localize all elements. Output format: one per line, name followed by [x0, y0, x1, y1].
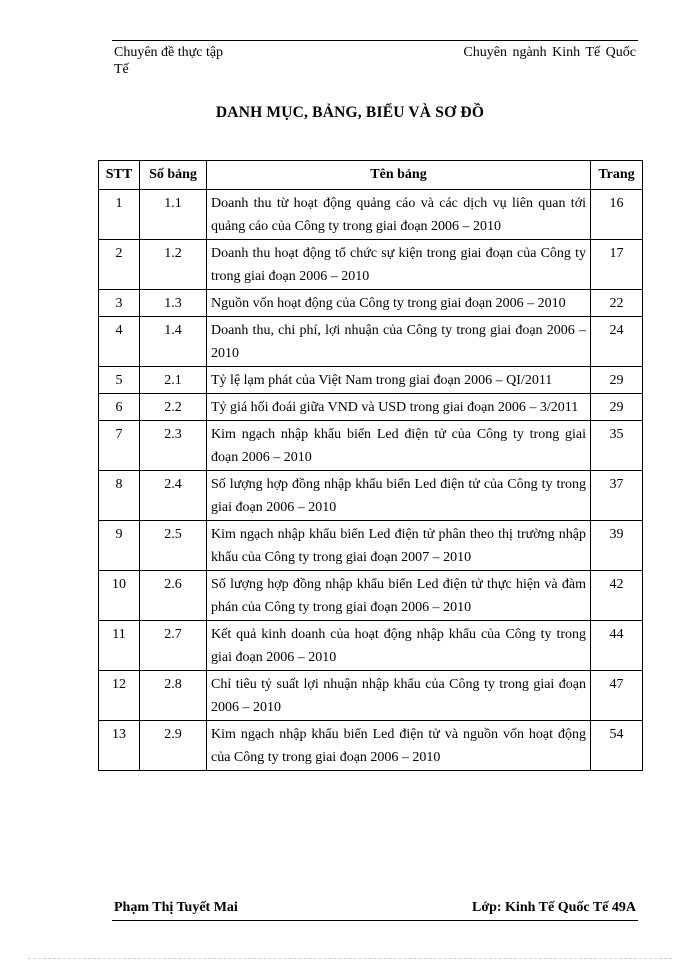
cell-stt: 8 — [99, 471, 140, 521]
cell-ten-bang: Kim ngạch nhập khẩu biển Led điện tử phân theo thị trường nhập khẩu của Công ty trong giai đoạn 2007 – 2010 — [207, 521, 591, 571]
table-row — [99, 571, 643, 621]
page-title: DANH MỤC, BẢNG, BIỂU VÀ SƠ ĐỒ — [215, 104, 485, 121]
table-row — [99, 240, 643, 290]
cell-stt: 12 — [99, 671, 140, 721]
table-list — [98, 160, 643, 771]
cell-trang: 24 — [591, 317, 643, 367]
cell-ten-bang: Tỷ giá hối đoái giữa VND và USD trong giai đoạn 2006 – 3/2011 — [207, 394, 591, 421]
cell-ten-bang: Kết quả kinh doanh của hoạt động nhập khẩu của Công ty trong giai đoạn 2006 – 2010 — [207, 621, 591, 671]
cell-so-bang: 2.8 — [140, 671, 207, 721]
table-header-row — [99, 161, 643, 190]
page-break-line — [28, 958, 672, 959]
cell-trang: 39 — [591, 521, 643, 571]
header-right: Chuyên ngành Kinh Tế Quốc — [463, 45, 636, 60]
table-row — [99, 621, 643, 671]
table-row — [99, 721, 643, 771]
cell-ten-bang: Chỉ tiêu tỷ suất lợi nhuận nhập khẩu của Công ty trong giai đoạn 2006 – 2010 — [207, 671, 591, 721]
table-row — [99, 394, 643, 421]
cell-ten-bang: Nguồn vốn hoạt động của Công ty trong giai đoạn 2006 – 2010 — [207, 290, 591, 317]
cell-stt: 7 — [99, 421, 140, 471]
cell-so-bang: 2.4 — [140, 471, 207, 521]
cell-so-bang: 2.5 — [140, 521, 207, 571]
cell-ten-bang: Số lượng hợp đồng nhập khẩu biển Led điện tử của Công ty trong giai đoạn 2006 – 2010 — [207, 471, 591, 521]
cell-stt: 1 — [99, 190, 140, 240]
cell-stt: 2 — [99, 240, 140, 290]
header-rule — [112, 40, 638, 41]
header-left — [114, 44, 223, 78]
cell-ten-bang: Doanh thu từ hoạt động quảng cáo và các dịch vụ liên quan tới quảng cáo của Công ty trong giai đoạn 2006 – 2010 — [207, 190, 591, 240]
cell-so-bang: 1.4 — [140, 317, 207, 367]
header-left-line1: Chuyên đề thực tập — [114, 45, 224, 60]
cell-ten-bang: Kim ngạch nhập khẩu biển Led điện tử của Công ty trong giai đoạn 2006 – 2010 — [207, 421, 591, 471]
cell-trang: 37 — [591, 471, 643, 521]
cell-stt: 5 — [99, 367, 140, 394]
cell-so-bang: 2.3 — [140, 421, 207, 471]
cell-stt: 6 — [99, 394, 140, 421]
header-ten-bang: Tên bảng — [207, 161, 591, 190]
cell-trang: 47 — [591, 671, 643, 721]
cell-stt: 9 — [99, 521, 140, 571]
cell-stt: 3 — [99, 290, 140, 317]
cell-ten-bang: Tỷ lệ lạm phát của Việt Nam trong giai đoạn 2006 – QI/2011 — [207, 367, 591, 394]
cell-trang: 35 — [591, 421, 643, 471]
cell-stt: 4 — [99, 317, 140, 367]
cell-ten-bang: Số lượng hợp đồng nhập khẩu biển Led điện tử thực hiện và đàm phán của Công ty trong giai đoạn 2006 – 2010 — [207, 571, 591, 621]
header-so-bang: Số bảng — [140, 161, 207, 190]
footer-rule — [112, 920, 638, 921]
cell-trang: 29 — [591, 367, 643, 394]
header-trang: Trang — [591, 161, 643, 190]
cell-so-bang: 1.3 — [140, 290, 207, 317]
table-row — [99, 521, 643, 571]
cell-ten-bang: Doanh thu, chi phí, lợi nhuận của Công ty trong giai đoạn 2006 – 2010 — [207, 317, 591, 367]
table-row — [99, 471, 643, 521]
cell-so-bang: 2.7 — [140, 621, 207, 671]
cell-stt: 11 — [99, 621, 140, 671]
cell-so-bang: 1.2 — [140, 240, 207, 290]
header-stt: STT — [99, 161, 140, 190]
table-row — [99, 290, 643, 317]
table-row — [99, 421, 643, 471]
footer-author: Phạm Thị Tuyết Mai — [114, 900, 238, 915]
cell-so-bang: 2.9 — [140, 721, 207, 771]
cell-so-bang: 1.1 — [140, 190, 207, 240]
cell-so-bang: 2.6 — [140, 571, 207, 621]
cell-ten-bang: Doanh thu hoạt động tổ chức sự kiện trong giai đoạn của Công ty trong giai đoạn 2006 – 2010 — [207, 240, 591, 290]
cell-trang: 29 — [591, 394, 643, 421]
cell-ten-bang: Kim ngạch nhập khẩu biển Led điện tử và nguồn vốn hoạt động của Công ty trong giai đoạn 2006 – 2010 — [207, 721, 591, 771]
header-left-line2: Tế — [114, 62, 129, 77]
cell-so-bang: 2.2 — [140, 394, 207, 421]
cell-stt: 13 — [99, 721, 140, 771]
table-body — [99, 190, 643, 771]
cell-stt: 10 — [99, 571, 140, 621]
cell-trang: 54 — [591, 721, 643, 771]
cell-trang: 44 — [591, 621, 643, 671]
table-row — [99, 671, 643, 721]
table-row — [99, 317, 643, 367]
cell-trang: 22 — [591, 290, 643, 317]
cell-trang: 16 — [591, 190, 643, 240]
footer-class: Lớp: Kinh Tế Quốc Tế 49A — [472, 900, 636, 915]
table-row — [99, 190, 643, 240]
cell-trang: 17 — [591, 240, 643, 290]
table-row — [99, 367, 643, 394]
cell-trang: 42 — [591, 571, 643, 621]
cell-so-bang: 2.1 — [140, 367, 207, 394]
